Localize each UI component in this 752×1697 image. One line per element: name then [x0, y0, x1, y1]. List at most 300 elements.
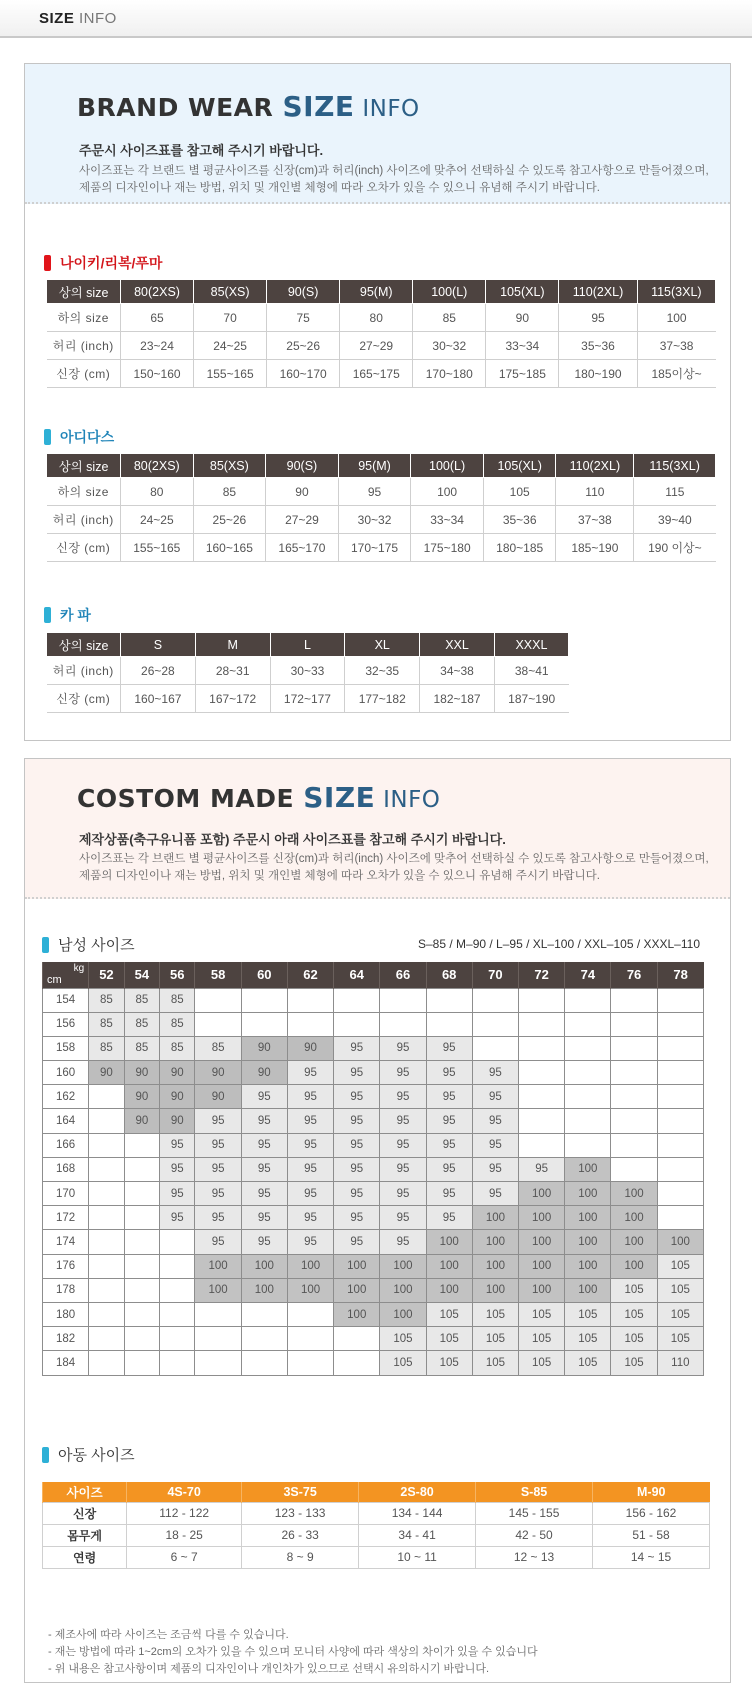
size-cell: 95	[472, 1157, 518, 1181]
custom-panel-subtitle: 제작상품(축구유니폼 포함) 주문시 아래 사이즈표를 참고해 주시기 바랍니다.	[79, 832, 506, 847]
table-cell: 39~40	[634, 506, 716, 534]
size-cell: 85	[160, 1036, 195, 1060]
column-header: 상의 size	[47, 454, 121, 478]
size-cell	[565, 1061, 611, 1085]
table-cell: 80	[121, 478, 194, 506]
size-cell	[565, 1036, 611, 1060]
size-cell: 95	[287, 1133, 333, 1157]
size-cell: 105	[426, 1327, 472, 1351]
adidas-size-table	[46, 453, 716, 562]
size-cell	[241, 988, 287, 1012]
kids-cell: 18 - 25	[127, 1524, 242, 1546]
size-cell: 100	[565, 1278, 611, 1302]
size-cell	[519, 1036, 565, 1060]
size-cell	[565, 1133, 611, 1157]
size-cell	[124, 1327, 159, 1351]
column-header: 85(XS)	[193, 454, 266, 478]
kids-cell: 112 - 122	[127, 1502, 242, 1524]
row-label: 하의 size	[47, 478, 121, 506]
size-cell	[611, 1157, 657, 1181]
height-cell: 182	[43, 1327, 89, 1351]
weight-header: 68	[426, 962, 472, 988]
table-cell: 165~170	[266, 534, 339, 562]
size-cell: 95	[426, 1206, 472, 1230]
size-cell: 105	[657, 1254, 703, 1278]
male-size-grid	[42, 962, 704, 1376]
size-cell: 100	[380, 1278, 426, 1302]
size-cell: 95	[287, 1230, 333, 1254]
size-cell: 105	[611, 1278, 657, 1302]
size-cell: 95	[519, 1157, 565, 1181]
kids-cell: 123 - 133	[242, 1502, 359, 1524]
size-cell	[160, 1254, 195, 1278]
blue-bar-icon	[42, 937, 49, 953]
size-cell: 95	[334, 1230, 380, 1254]
size-cell	[241, 1351, 287, 1375]
size-cell	[89, 1230, 124, 1254]
size-cell	[124, 1133, 159, 1157]
size-cell	[472, 988, 518, 1012]
corner-cm: cm	[47, 973, 62, 986]
kids-cell: 134 - 144	[359, 1502, 476, 1524]
table-cell: 182~187	[420, 685, 495, 713]
table-row	[47, 657, 569, 685]
table-cell: 27~29	[340, 332, 413, 360]
grid-row	[43, 1327, 704, 1351]
size-cell: 105	[611, 1327, 657, 1351]
size-cell: 100	[611, 1230, 657, 1254]
size-cell: 95	[380, 1109, 426, 1133]
size-cell	[334, 1327, 380, 1351]
size-cell: 95	[380, 1133, 426, 1157]
size-cell: 100	[519, 1230, 565, 1254]
table-cell: 185~190	[556, 534, 634, 562]
size-cell: 90	[89, 1061, 124, 1085]
size-cell: 100	[472, 1278, 518, 1302]
size-cell	[124, 1206, 159, 1230]
size-cell	[657, 1036, 703, 1060]
size-cell: 95	[287, 1061, 333, 1085]
size-cell	[89, 1182, 124, 1206]
custom-panel-header	[25, 759, 730, 899]
note-line: - 위 내용은 참고사항이며 제품의 디자인이나 개인차가 있으므로 선택시 유의하시기 바랍니다.	[48, 1663, 490, 1675]
height-cell: 180	[43, 1302, 89, 1326]
size-cell: 95	[472, 1085, 518, 1109]
row-label: 신장 (cm)	[47, 685, 121, 713]
grid-row	[43, 1012, 704, 1036]
column-header: XXXL	[494, 633, 568, 657]
size-cell: 95	[241, 1182, 287, 1206]
size-cell	[565, 1012, 611, 1036]
table-cell: 35~36	[559, 332, 637, 360]
column-header: 110(2XL)	[559, 280, 637, 304]
grid-row	[43, 1278, 704, 1302]
size-cell: 100	[380, 1302, 426, 1326]
size-cell: 100	[334, 1278, 380, 1302]
size-cell: 100	[565, 1182, 611, 1206]
size-cell: 95	[334, 1182, 380, 1206]
kids-cell: 14 ~ 15	[593, 1546, 710, 1568]
size-cell: 100	[241, 1254, 287, 1278]
height-cell: 176	[43, 1254, 89, 1278]
grid-row	[43, 1182, 704, 1206]
size-cell: 105	[472, 1351, 518, 1375]
size-cell: 100	[426, 1254, 472, 1278]
blue-bar-icon	[42, 1447, 49, 1463]
brand-panel-header	[25, 64, 730, 204]
grid-row	[43, 1206, 704, 1230]
table-cell: 100	[411, 478, 484, 506]
table-cell: 37~38	[556, 506, 634, 534]
table-cell: 100	[637, 304, 715, 332]
size-cell: 100	[519, 1254, 565, 1278]
size-cell	[241, 1302, 287, 1326]
size-cell	[89, 1351, 124, 1375]
kids-size-table	[42, 1482, 710, 1569]
grid-row	[43, 1302, 704, 1326]
male-size-legend: S–85 / M–90 / L–95 / XL–100 / XXL–105 / XXXL–110	[418, 937, 700, 951]
row-label: 허리 (inch)	[47, 506, 121, 534]
kids-row-label: 신장	[43, 1502, 127, 1524]
column-header: M	[195, 633, 270, 657]
kids-column-header: S-85	[476, 1482, 593, 1502]
size-cell: 95	[334, 1109, 380, 1133]
size-cell	[89, 1085, 124, 1109]
custom-panel-title: COSTOM MADE SIZE INFO	[77, 781, 441, 814]
weight-header: 66	[380, 962, 426, 988]
size-cell: 95	[426, 1182, 472, 1206]
section-adidas: 아디다스	[44, 427, 114, 447]
size-cell: 100	[195, 1254, 241, 1278]
size-cell: 100	[611, 1206, 657, 1230]
table-cell: 30~33	[270, 657, 345, 685]
table-cell: 38~41	[494, 657, 568, 685]
size-cell: 85	[124, 988, 159, 1012]
table-header-row	[47, 280, 716, 304]
weight-header: 60	[241, 962, 287, 988]
size-cell	[124, 1351, 159, 1375]
table-cell: 180~190	[559, 360, 637, 388]
size-cell	[472, 1036, 518, 1060]
column-header: 85(XS)	[194, 280, 267, 304]
size-cell: 105	[565, 1327, 611, 1351]
column-header: 95(M)	[338, 454, 411, 478]
size-cell	[287, 1351, 333, 1375]
table-cell: 95	[338, 478, 411, 506]
size-cell	[89, 1302, 124, 1326]
size-cell: 105	[657, 1302, 703, 1326]
kids-row	[43, 1524, 710, 1546]
size-cell	[657, 988, 703, 1012]
size-cell	[160, 1327, 195, 1351]
table-cell: 160~170	[267, 360, 340, 388]
size-cell	[611, 1133, 657, 1157]
column-header: 80(2XS)	[121, 454, 194, 478]
table-cell: 24~25	[121, 506, 194, 534]
weight-header: 72	[519, 962, 565, 988]
size-cell: 90	[124, 1109, 159, 1133]
size-cell: 95	[380, 1061, 426, 1085]
grid-row	[43, 1351, 704, 1375]
table-cell: 95	[559, 304, 637, 332]
size-cell: 105	[611, 1351, 657, 1375]
size-cell: 95	[241, 1157, 287, 1181]
table-cell: 170~175	[338, 534, 411, 562]
size-cell: 105	[611, 1302, 657, 1326]
table-cell: 25~26	[267, 332, 340, 360]
size-cell: 105	[380, 1327, 426, 1351]
brand-panel-description: 사이즈표는 각 브랜드 별 평균사이즈를 신장(cm)과 허리(inch) 사이즈에 맞추어 선택하실 수 있도록 참고사항으로 만들어졌으며, 제품의 디자인이나 재는 방법, 위치 및 개인별 체형에 따라 오차가 있을 수 있으니 유념해 주시기 바랍니다.	[79, 165, 709, 194]
size-cell: 95	[426, 1061, 472, 1085]
table-cell: 37~38	[637, 332, 715, 360]
size-cell	[657, 1182, 703, 1206]
size-cell: 95	[195, 1133, 241, 1157]
size-cell	[241, 1012, 287, 1036]
size-cell: 95	[426, 1085, 472, 1109]
size-cell: 95	[195, 1230, 241, 1254]
size-cell	[124, 1230, 159, 1254]
column-header: 상의 size	[47, 280, 121, 304]
size-cell	[287, 1012, 333, 1036]
size-cell	[611, 1012, 657, 1036]
size-cell: 100	[565, 1206, 611, 1230]
size-cell: 90	[241, 1036, 287, 1060]
size-cell: 95	[472, 1133, 518, 1157]
blue-bar-icon	[44, 429, 51, 445]
blue-bar-icon	[44, 607, 51, 623]
kids-row-label: 연령	[43, 1546, 127, 1568]
height-cell: 174	[43, 1230, 89, 1254]
weight-header: 56	[160, 962, 195, 988]
size-cell: 95	[472, 1182, 518, 1206]
note-line: - 재는 방법에 따라 1~2cm의 오차가 있을 수 있으며 모니터 사양에 따라 색상의 차이가 있을 수 있습니다	[48, 1646, 538, 1658]
size-cell	[611, 988, 657, 1012]
kappa-size-table	[46, 632, 569, 713]
column-header: S	[121, 633, 196, 657]
kids-row	[43, 1502, 710, 1524]
size-cell: 100	[426, 1230, 472, 1254]
size-cell: 105	[657, 1327, 703, 1351]
column-header: 90(S)	[267, 280, 340, 304]
size-cell: 100	[611, 1182, 657, 1206]
size-cell	[426, 1012, 472, 1036]
size-cell	[519, 1133, 565, 1157]
height-cell: 156	[43, 1012, 89, 1036]
size-cell: 100	[657, 1230, 703, 1254]
size-cell: 105	[426, 1302, 472, 1326]
header-title: SIZE INFO	[39, 10, 117, 27]
size-cell: 95	[334, 1061, 380, 1085]
size-cell	[657, 1206, 703, 1230]
size-cell	[380, 988, 426, 1012]
size-cell	[565, 988, 611, 1012]
size-cell	[89, 1157, 124, 1181]
size-cell: 95	[380, 1182, 426, 1206]
weight-header: 78	[657, 962, 703, 988]
size-cell: 95	[472, 1109, 518, 1133]
size-cell: 95	[195, 1182, 241, 1206]
size-cell	[657, 1085, 703, 1109]
size-cell	[89, 1109, 124, 1133]
table-cell: 172~177	[270, 685, 345, 713]
size-cell: 95	[287, 1109, 333, 1133]
column-header: 105(XL)	[483, 454, 556, 478]
size-cell: 95	[241, 1109, 287, 1133]
column-header: 110(2XL)	[556, 454, 634, 478]
size-cell	[519, 1085, 565, 1109]
size-cell: 95	[241, 1085, 287, 1109]
size-cell	[124, 1302, 159, 1326]
size-cell	[334, 1351, 380, 1375]
size-cell	[334, 1012, 380, 1036]
kids-cell: 26 - 33	[242, 1524, 359, 1546]
grid-row	[43, 1230, 704, 1254]
table-cell: 23~24	[121, 332, 194, 360]
size-cell: 85	[160, 1012, 195, 1036]
size-cell	[89, 1254, 124, 1278]
size-cell	[124, 1254, 159, 1278]
size-cell: 90	[160, 1085, 195, 1109]
size-cell: 95	[287, 1206, 333, 1230]
size-cell: 105	[380, 1351, 426, 1375]
kids-cell: 145 - 155	[476, 1502, 593, 1524]
height-cell: 166	[43, 1133, 89, 1157]
notes	[48, 1627, 538, 1678]
table-cell: 105	[483, 478, 556, 506]
size-cell	[519, 1061, 565, 1085]
height-cell: 162	[43, 1085, 89, 1109]
size-cell	[89, 1278, 124, 1302]
corner-kg: kg	[73, 963, 85, 974]
column-header: L	[270, 633, 345, 657]
size-cell: 95	[334, 1157, 380, 1181]
table-cell: 167~172	[195, 685, 270, 713]
table-row	[47, 360, 716, 388]
size-cell: 95	[287, 1182, 333, 1206]
size-cell: 100	[472, 1254, 518, 1278]
size-cell	[241, 1327, 287, 1351]
table-cell: 115	[634, 478, 716, 506]
nike-size-table	[46, 279, 716, 388]
size-cell	[611, 1085, 657, 1109]
size-cell: 95	[241, 1230, 287, 1254]
weight-header: 58	[195, 962, 241, 988]
row-label: 허리 (inch)	[47, 657, 121, 685]
weight-header: 52	[89, 962, 124, 988]
size-cell	[519, 988, 565, 1012]
weight-header: 74	[565, 962, 611, 988]
size-cell	[657, 1061, 703, 1085]
kids-column-header: M-90	[593, 1482, 710, 1502]
kids-cell: 10 ~ 11	[359, 1546, 476, 1568]
kids-row-label: 몸무게	[43, 1524, 127, 1546]
column-header: 100(L)	[411, 454, 484, 478]
size-cell: 95	[380, 1036, 426, 1060]
size-cell	[287, 988, 333, 1012]
section-nike: 나이키/리복/푸마	[44, 253, 162, 273]
grid-row	[43, 1254, 704, 1278]
table-cell: 180~185	[483, 534, 556, 562]
brand-panel-subtitle: 주문시 사이즈표를 참고해 주시기 바랍니다.	[79, 143, 324, 158]
table-row	[47, 534, 716, 562]
size-cell: 105	[565, 1302, 611, 1326]
table-cell: 160~167	[121, 685, 196, 713]
size-cell: 100	[380, 1254, 426, 1278]
size-cell	[195, 1351, 241, 1375]
size-cell	[195, 1327, 241, 1351]
grid-row	[43, 1085, 704, 1109]
table-cell: 24~25	[194, 332, 267, 360]
size-cell: 110	[657, 1351, 703, 1375]
table-cell: 27~29	[266, 506, 339, 534]
table-row	[47, 478, 716, 506]
table-cell: 34~38	[420, 657, 495, 685]
size-cell	[124, 1157, 159, 1181]
table-row	[47, 304, 716, 332]
size-cell	[334, 988, 380, 1012]
kids-header-row	[43, 1482, 710, 1502]
size-cell: 85	[124, 1012, 159, 1036]
size-cell: 100	[519, 1206, 565, 1230]
page-header	[0, 0, 752, 38]
size-cell: 100	[195, 1278, 241, 1302]
size-cell: 100	[287, 1254, 333, 1278]
size-cell	[472, 1012, 518, 1036]
size-cell: 100	[565, 1254, 611, 1278]
size-cell	[287, 1327, 333, 1351]
size-cell: 105	[519, 1327, 565, 1351]
size-cell: 95	[160, 1157, 195, 1181]
size-cell: 90	[124, 1085, 159, 1109]
size-cell: 100	[334, 1254, 380, 1278]
size-cell: 95	[160, 1206, 195, 1230]
size-cell: 85	[89, 988, 124, 1012]
table-cell: 25~26	[193, 506, 266, 534]
size-cell: 95	[472, 1061, 518, 1085]
table-cell: 190 이상~	[634, 534, 716, 562]
kids-column-header: 사이즈	[43, 1482, 127, 1502]
table-cell: 110	[556, 478, 634, 506]
column-header: 105(XL)	[486, 280, 559, 304]
table-cell: 165~175	[340, 360, 413, 388]
red-bar-icon	[44, 255, 51, 271]
size-cell	[89, 1327, 124, 1351]
weight-header: 76	[611, 962, 657, 988]
size-cell: 85	[89, 1036, 124, 1060]
table-cell: 170~180	[413, 360, 486, 388]
row-label: 신장 (cm)	[47, 534, 121, 562]
size-cell: 95	[195, 1206, 241, 1230]
size-cell: 100	[241, 1278, 287, 1302]
size-cell: 100	[472, 1206, 518, 1230]
table-cell: 177~182	[345, 685, 420, 713]
column-header: XXL	[420, 633, 495, 657]
kids-cell: 6 ~ 7	[127, 1546, 242, 1568]
size-cell	[657, 1133, 703, 1157]
section-male: 남성 사이즈	[42, 934, 135, 955]
weight-header: 70	[472, 962, 518, 988]
table-cell: 30~32	[413, 332, 486, 360]
size-cell: 100	[611, 1254, 657, 1278]
size-cell	[657, 1012, 703, 1036]
size-cell	[565, 1109, 611, 1133]
size-cell	[195, 1302, 241, 1326]
size-cell	[160, 1230, 195, 1254]
size-cell	[195, 1012, 241, 1036]
table-cell: 175~185	[486, 360, 559, 388]
size-cell: 100	[565, 1157, 611, 1181]
table-cell: 26~28	[121, 657, 196, 685]
